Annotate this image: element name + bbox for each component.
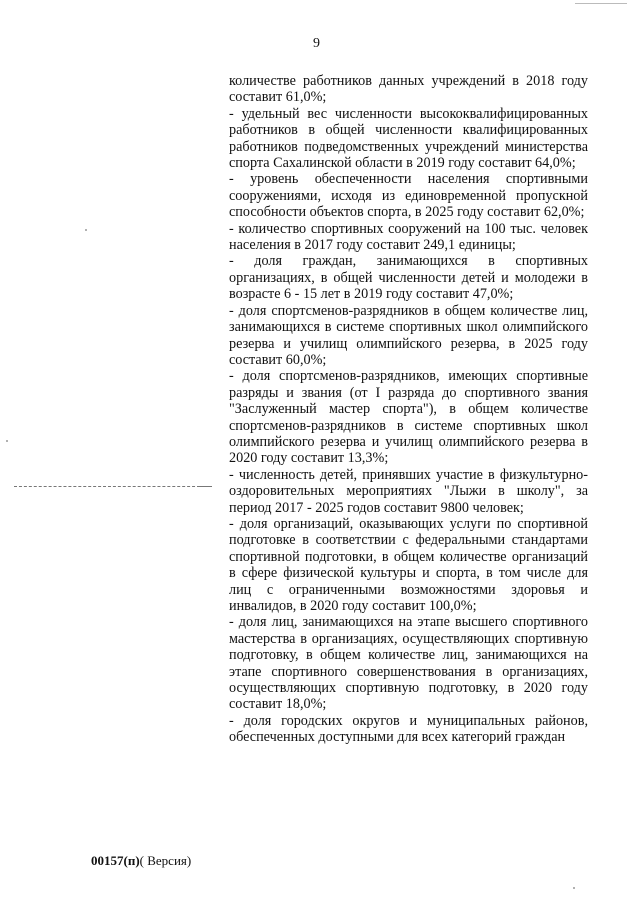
scan-speck [573,887,575,889]
scan-speck [6,440,8,442]
paragraph: количестве работников данных учреждений в 2018 году составит 61,0%; [229,73,588,106]
paragraph: - доля спортсменов-разрядников, имеющих спортивные разряды и звания (от I разряда до спортивного звания "Заслуженный мастер спорта"), в общем количестве спортсменов-разрядников в системе спортивных школ олимпийского резерва и училищ олимпийского резерва в 2020 году составит 13,3%; [229,368,588,467]
paragraph: - уровень обеспеченности населения спортивными сооружениями, исходя из единовременной пропускной способности объектов спорта, в 2025 году составит 62,0%; [229,171,588,221]
paragraph: - доля граждан, занимающихся в спортивных организациях, в общей численности детей и молодежи в возрасте 6 - 15 лет в 2019 году составит 47,0%; [229,253,588,303]
document-code: 00157(п) [91,853,140,868]
document-footer [91,853,191,869]
paragraph: - доля спортсменов-разрядников в общем количестве лиц, занимающихся в системе спортивных школ олимпийского резерва и училищ олимпийского резерва, в 2025 году составит 60,0%; [229,302,588,368]
paragraph: - количество спортивных сооружений на 100 тыс. человек населения в 2017 году составит 249,1 единицы; [229,220,588,254]
paragraph: - доля организаций, оказывающих услуги по спортивной подготовке в соответствии с федеральными стандартами спортивной подготовки, в общем количестве организаций в сфере физической культуры и спорта, в том числе для лиц с ограниченными возможностями здоровья и инвалидов, в 2020 году составит 100,0%; [229,515,588,614]
paragraph: - доля городских округов и муниципальных районов, обеспеченных доступными для всех категорий граждан [229,712,588,746]
scan-speck [85,229,87,231]
paragraph: - доля лиц, занимающихся на этапе высшего спортивного мастерства в организациях, осуществляющих спортивную подготовку, в общем количестве лиц, занимающихся на этапе спортивного совершенствования в организациях, осуществляющих спортивную подготовку, в 2020 году составит 18,0%; [229,614,588,713]
version-label: ( Версия) [139,853,192,868]
margin-dash-segment [200,486,212,487]
page-number: 9 [313,36,320,51]
margin-dashed-line [14,486,200,487]
document-body [229,73,588,746]
paragraph: - удельный вес численности высококвалифицированных работников в общей численности квалифицированных работников подведомственных учреждений министерства спорта Сахалинской области в 2019 году составит 64,0%; [229,105,588,172]
paragraph: - численность детей, принявших участие в физкультурно-оздоровительных мероприятиях "Лыжи в школу", за период 2017 - 2025 годов составит 9800 человек; [229,466,588,516]
top-edge-line [575,3,627,4]
